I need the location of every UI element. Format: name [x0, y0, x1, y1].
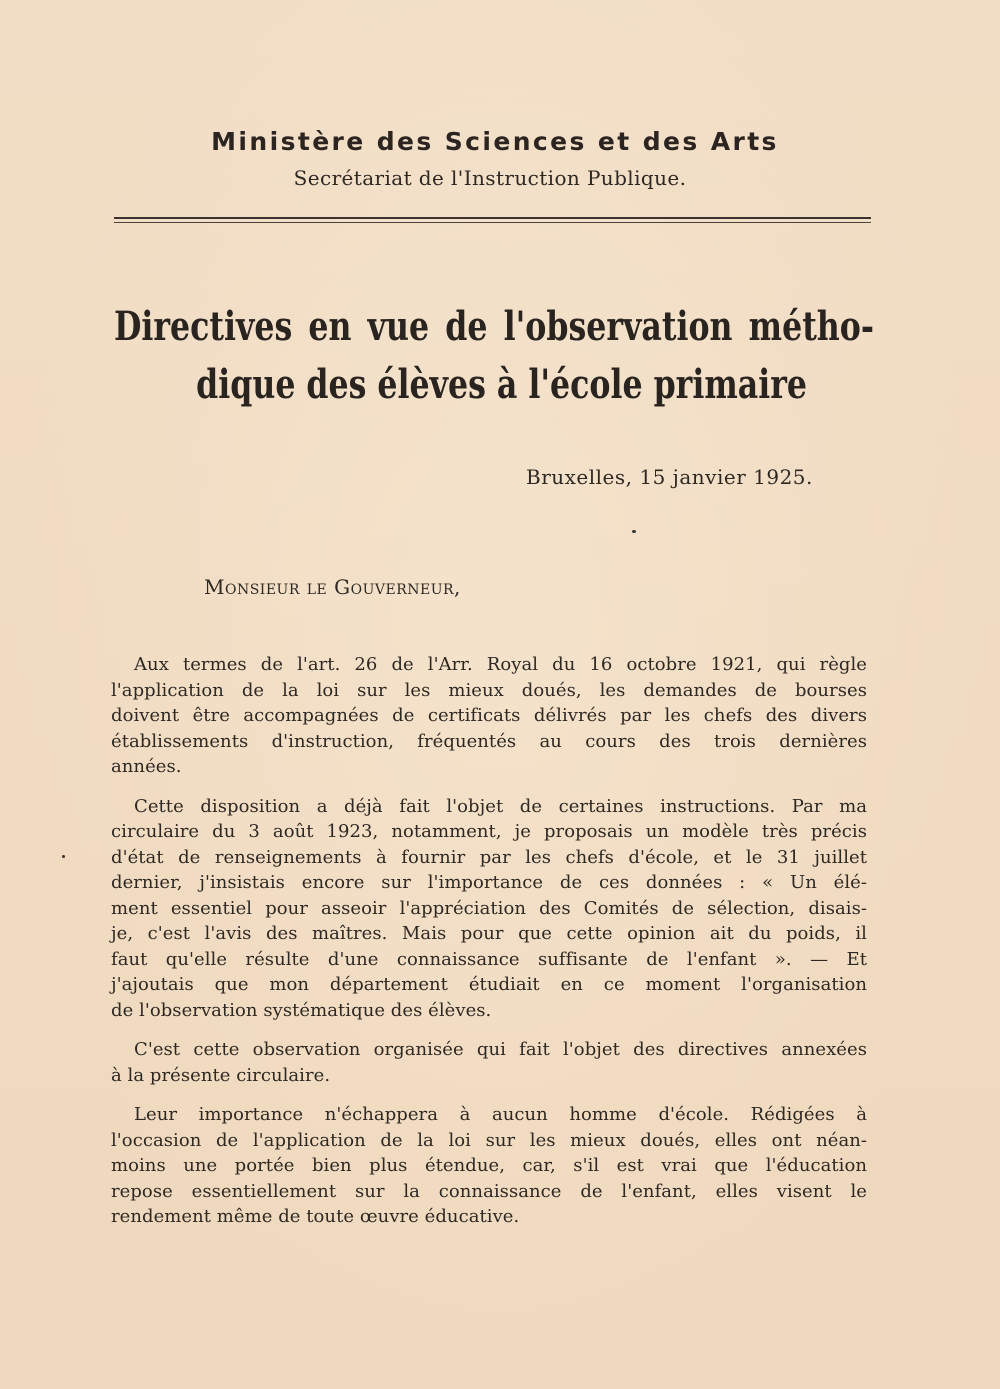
text-line: j'ajoutais que mon département étudiait en ce moment l'organisation [111, 974, 867, 995]
text-line: années. [111, 756, 182, 777]
header-rule-top [114, 217, 871, 219]
paragraph-3 [111, 1037, 867, 1088]
secretariat-subheading: Secrétariat de l'Instruction Publique. [293, 166, 687, 190]
text-line: Leur importance n'échappera à aucun homme d'école. Rédigées à [134, 1104, 867, 1125]
text-line: je, c'est l'avis des maîtres. Mais pour que cette opinion ait du poids, il [111, 923, 867, 944]
text-line: Aux termes de l'art. 26 de l'Arr. Royal du 16 octobre 1921, qui règle [134, 654, 867, 675]
header-rule-bottom [114, 222, 871, 223]
text-line: l'occasion de l'application de la loi sur les mieux doués, elles ont néan- [111, 1129, 867, 1151]
text-line: Cette disposition a déjà fait l'objet de certaines instructions. Par ma [134, 795, 867, 817]
ink-speck [632, 530, 636, 533]
dateline: Bruxelles, 15 janvier 1925. [526, 465, 813, 489]
text-line: faut qu'elle résulte d'une connaissance suffisante de l'enfant ». — Et [111, 948, 867, 970]
paragraph-4 [111, 1102, 867, 1230]
ink-speck [62, 855, 65, 858]
text-line: rendement même de toute œuvre éducative. [111, 1206, 520, 1227]
text-line: repose essentiellement sur la connaissance de l'enfant, elles visent le [111, 1180, 867, 1202]
text-line: dernier, j'insistais encore sur l'importance de ces données : « Un élé- [111, 872, 867, 893]
text-line: à la présente circulaire. [111, 1064, 331, 1086]
text-line: doivent être accompagnées de certificats délivrés par les chefs des divers [111, 705, 867, 726]
paragraph-2 [111, 794, 867, 1024]
title-line-2: dique des élèves à l'école primaire [196, 361, 808, 408]
salutation: Monsieur le Gouverneur, [204, 575, 461, 599]
text-line: l'application de la loi sur les mieux doués, les demandes de bourses [111, 679, 867, 701]
text-line: ment essentiel pour asseoir l'appréciation des Comités de sélection, disais- [111, 897, 867, 919]
document-title [114, 298, 874, 414]
text-line: C'est cette observation organisée qui fait l'objet des directives annexées [134, 1039, 867, 1060]
title-line-1: Directives en vue de l'observation métho- [114, 303, 874, 350]
text-line: de l'observation systématique des élèves. [111, 999, 492, 1021]
letter-body [111, 652, 867, 1244]
text-line: circulaire du 3 août 1923, notamment, je proposais un modèle très précis [111, 821, 867, 842]
text-line: d'état de renseignements à fournir par les chefs d'école, et le 31 juillet [111, 846, 867, 868]
ministry-heading: Ministère des Sciences et des Arts [211, 127, 779, 156]
paragraph-1 [111, 652, 867, 780]
text-line: moins une portée bien plus étendue, car, s'il est vrai que l'éducation [111, 1155, 867, 1176]
text-line: établissements d'instruction, fréquentés au cours des trois dernières [111, 730, 867, 752]
